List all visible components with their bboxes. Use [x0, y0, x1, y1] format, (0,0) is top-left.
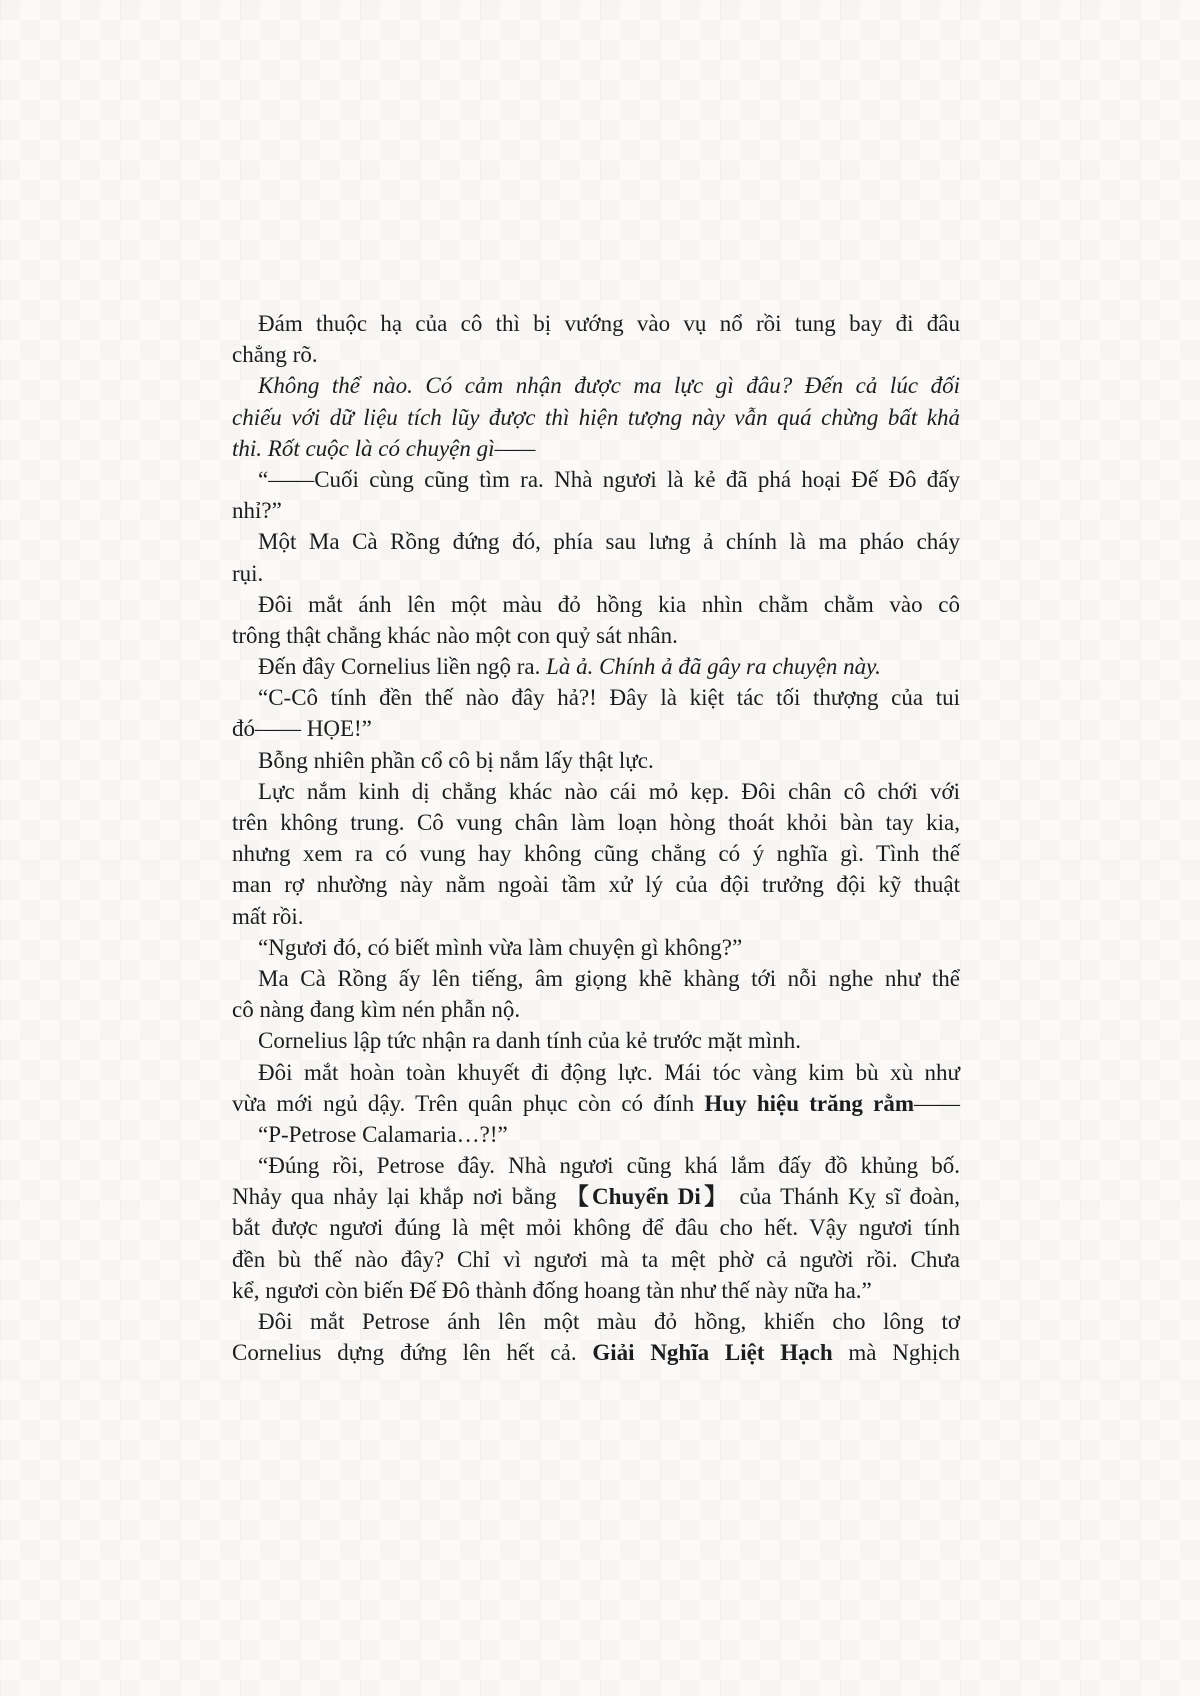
- text-segment: mất rồi.: [232, 903, 304, 929]
- italic-text-segment: Là ả. Chính ả đã gây ra chuyện này.: [546, 654, 881, 680]
- text-segment: “Ngươi đó, có biết mình vừa làm chuyện gì không?”: [258, 934, 743, 960]
- text-line: [232, 963, 960, 994]
- text-segment: ——: [914, 1090, 961, 1116]
- text-line: [232, 682, 960, 713]
- text-line: [232, 869, 960, 900]
- italic-text-segment: thi. Rốt cuộc là có chuyện gì——: [232, 435, 536, 461]
- text-segment: Cornelius dựng đứng lên hết cả.: [232, 1340, 593, 1366]
- text-line: [232, 558, 960, 589]
- text-segment: Lực nắm kinh dị chẳng khác nào cái mỏ kẹp. Đôi chân cô chới với: [258, 778, 960, 804]
- text-segment: trên không trung. Cô vung chân làm loạn hòng thoát khỏi bàn tay kia,: [232, 810, 960, 835]
- text-line: [232, 713, 960, 744]
- text-line: [232, 1306, 960, 1337]
- bold-text-segment: Giải Nghĩa Liệt Hạch: [592, 1340, 833, 1366]
- text-segment: man rợ nhường này nằm ngoài tầm xử lý của đội trưởng đội kỹ thuật: [232, 872, 960, 898]
- text-segment: trông thật chẳng khác nào một con quỷ sát nhân.: [232, 622, 678, 648]
- text-line: [232, 1275, 960, 1306]
- italic-text-segment: Không thể nào. Có cảm nhận được ma lực gì đâu? Đến cả lúc đối: [258, 373, 960, 399]
- text-segment: Một Ma Cà Rồng đứng đó, phía sau lưng ả chính là ma pháo cháy: [258, 529, 960, 555]
- text-line: [232, 1337, 960, 1368]
- text-line: [232, 1088, 960, 1119]
- text-line: [232, 838, 960, 869]
- text-line: [232, 1025, 960, 1056]
- text-segment: Bỗng nhiên phần cổ cô bị nắm lấy thật lực.: [258, 747, 654, 773]
- text-segment: kể, ngươi còn biến Đế Đô thành đống hoang tàn như thế này nữa ha.”: [232, 1277, 872, 1303]
- text-line: [232, 1150, 960, 1181]
- text-line: [232, 1212, 960, 1243]
- text-segment: Đôi mắt ánh lên một màu đỏ hồng kia nhìn chằm chằm vào cô: [258, 591, 960, 617]
- text-line: [232, 589, 960, 620]
- text-line: [232, 1181, 960, 1212]
- text-segment: “——Cuối cùng cũng tìm ra. Nhà ngươi là kẻ đã phá hoại Đế Đô đấy: [258, 466, 960, 492]
- text-block: [232, 308, 960, 1368]
- text-segment: rụi.: [232, 560, 264, 586]
- text-segment: Đôi mắt Petrose ánh lên một màu đỏ hồng, khiến cho lông tơ: [258, 1309, 960, 1334]
- text-segment: Đám thuộc hạ của cô thì bị vướng vào vụ nổ rồi tung bay đi đâu: [258, 311, 960, 336]
- text-line: [232, 745, 960, 776]
- text-line: [232, 932, 960, 963]
- text-segment: Cornelius lập tức nhận ra danh tính của kẻ trước mặt mình.: [258, 1028, 801, 1054]
- text-segment: đó—— HỌE!”: [232, 716, 372, 742]
- text-line: [232, 433, 960, 464]
- italic-text-segment: chiếu với dữ liệu tích lũy được thì hiện tượng này vẫn quá chừng bất khả: [232, 404, 960, 430]
- text-line: [232, 620, 960, 651]
- text-segment: đền bù thế nào đây? Chỉ vì ngươi mà ta mệt phờ cả người rồi. Chưa: [232, 1246, 960, 1272]
- text-segment: Ma Cà Rồng ấy lên tiếng, âm giọng khẽ khàng tới nỗi nghe như thể: [258, 965, 960, 991]
- text-line: [232, 776, 960, 807]
- text-segment: mà Nghịch: [832, 1340, 960, 1366]
- text-line: [232, 526, 960, 557]
- text-line: [232, 1119, 960, 1150]
- text-segment: “Đúng rồi, Petrose đây. Nhà ngươi cũng khá lắm đấy đồ khủng bố.: [258, 1153, 960, 1179]
- text-line: [232, 901, 960, 932]
- text-segment: “C-Cô tính đền thế nào đây hả?! Đây là kiệt tác tối thượng của tui: [258, 685, 960, 711]
- text-line: [232, 370, 960, 401]
- text-segment: cô nàng đang kìm nén phẫn nộ.: [232, 997, 521, 1023]
- text-line: [232, 495, 960, 526]
- text-line: [232, 1244, 960, 1275]
- text-segment: bắt được ngươi đúng là mệt mỏi không để đâu cho hết. Vậy ngươi tính: [232, 1215, 960, 1241]
- text-segment: “P-Petrose Calamaria…?!”: [258, 1121, 508, 1147]
- text-line: [232, 402, 960, 433]
- text-segment: chẳng rõ.: [232, 342, 318, 368]
- text-segment: nhỉ?”: [232, 498, 282, 524]
- text-line: [232, 339, 960, 370]
- text-segment: nhưng xem ra có vung hay không cũng chẳng có ý nghĩa gì. Tình thế: [232, 841, 960, 867]
- text-segment: Đến đây Cornelius liền ngộ ra.: [258, 654, 547, 680]
- text-line: [232, 994, 960, 1025]
- text-line: [232, 807, 960, 838]
- text-segment: của Thánh Kỵ sĩ đoàn,: [730, 1184, 961, 1210]
- text-line: [232, 1057, 960, 1088]
- bold-text-segment: 【Chuyển Di】: [565, 1184, 731, 1210]
- bold-text-segment: Huy hiệu trăng rằm: [704, 1090, 915, 1116]
- text-line: [232, 308, 960, 339]
- text-line: [232, 651, 960, 682]
- text-line: [232, 464, 960, 495]
- text-segment: Nhảy qua nhảy lại khắp nơi bằng: [232, 1184, 566, 1210]
- text-segment: vừa mới ngủ dậy. Trên quân phục còn có đính: [232, 1090, 705, 1116]
- text-segment: Đôi mắt hoàn toàn khuyết đi động lực. Mái tóc vàng kim bù xù như: [258, 1059, 960, 1085]
